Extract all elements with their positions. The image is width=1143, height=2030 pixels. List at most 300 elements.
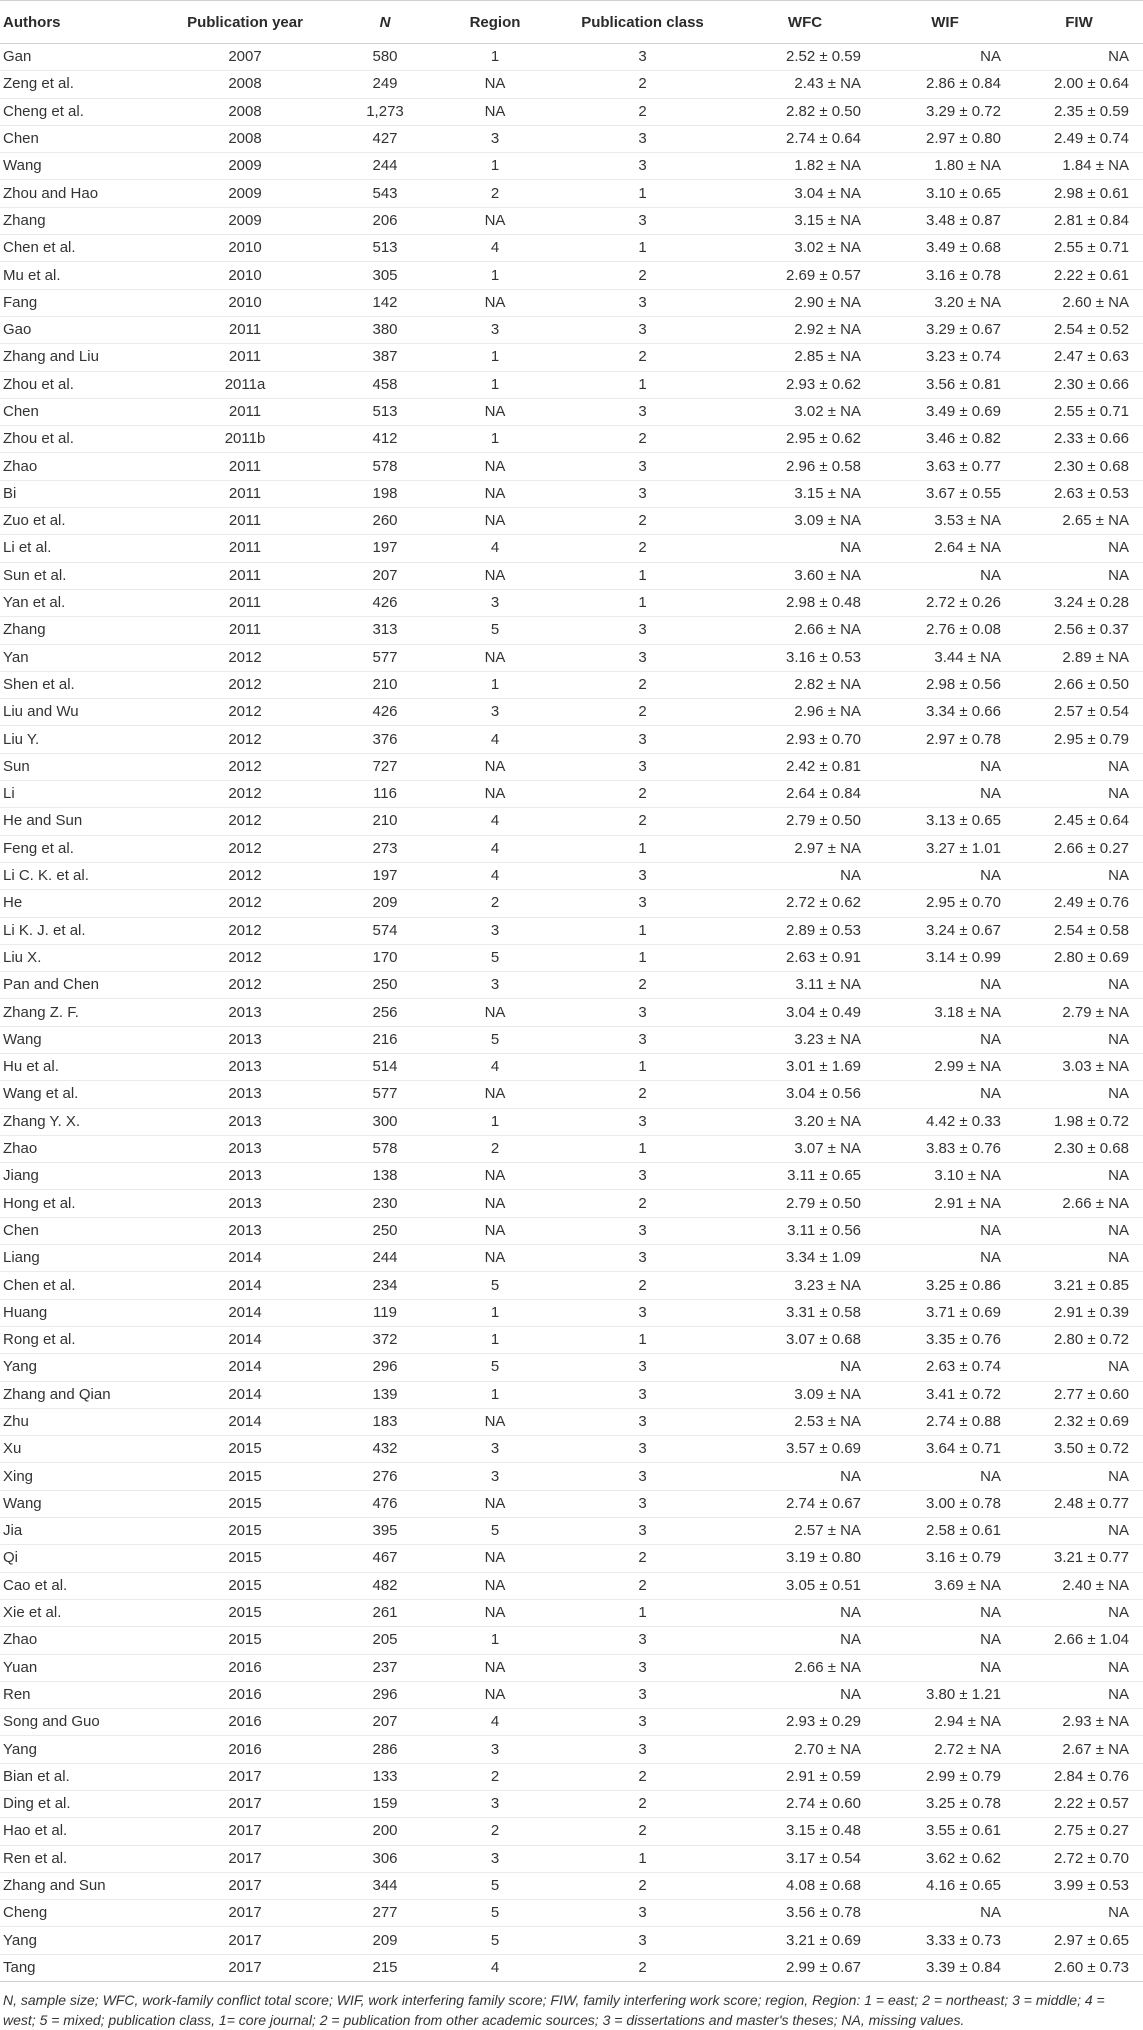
cell-authors: Yang xyxy=(0,1927,160,1954)
cell-wfc: 2.57 ± NA xyxy=(735,1518,875,1545)
cell-fiw: NA xyxy=(1015,1163,1143,1190)
cell-sample-size: 276 xyxy=(330,1463,440,1490)
cell-wfc: 3.11 ± 0.56 xyxy=(735,1217,875,1244)
cell-publication-class: 2 xyxy=(550,1572,735,1599)
cell-region: NA xyxy=(440,398,550,425)
table-row xyxy=(0,125,1143,152)
cell-year: 2016 xyxy=(160,1709,330,1736)
cell-sample-size: 387 xyxy=(330,344,440,371)
cell-authors: Chen xyxy=(0,398,160,425)
cell-region: NA xyxy=(440,98,550,125)
cell-wif: 3.39 ± 0.84 xyxy=(875,1954,1015,1981)
table-row xyxy=(0,1654,1143,1681)
header-publication-class: Publication class xyxy=(550,1,735,44)
cell-region: 3 xyxy=(440,1436,550,1463)
cell-wfc: NA xyxy=(735,535,875,562)
cell-year: 2014 xyxy=(160,1381,330,1408)
cell-region: 4 xyxy=(440,1709,550,1736)
table-row xyxy=(0,944,1143,971)
cell-region: 1 xyxy=(440,1326,550,1353)
cell-sample-size: 119 xyxy=(330,1299,440,1326)
cell-sample-size: 305 xyxy=(330,262,440,289)
cell-authors: Zhang Z. F. xyxy=(0,999,160,1026)
cell-publication-class: 2 xyxy=(550,535,735,562)
cell-wif: 2.64 ± NA xyxy=(875,535,1015,562)
cell-authors: Liu X. xyxy=(0,944,160,971)
cell-wfc: 2.79 ± 0.50 xyxy=(735,1190,875,1217)
cell-authors: Li xyxy=(0,781,160,808)
cell-sample-size: 159 xyxy=(330,1791,440,1818)
table-row xyxy=(0,235,1143,262)
cell-sample-size: 116 xyxy=(330,781,440,808)
cell-sample-size: 250 xyxy=(330,1217,440,1244)
cell-wif: 3.49 ± 0.69 xyxy=(875,398,1015,425)
cell-authors: Xing xyxy=(0,1463,160,1490)
header-publication-year: Publication year xyxy=(160,1,330,44)
cell-publication-class: 2 xyxy=(550,671,735,698)
cell-region: 5 xyxy=(440,617,550,644)
cell-region: 4 xyxy=(440,235,550,262)
table-row xyxy=(0,835,1143,862)
cell-wfc: 2.90 ± NA xyxy=(735,289,875,316)
cell-authors: Zhang and Qian xyxy=(0,1381,160,1408)
cell-fiw: NA xyxy=(1015,1081,1143,1108)
cell-authors: Zhang xyxy=(0,617,160,644)
cell-publication-class: 3 xyxy=(550,1299,735,1326)
cell-wfc: NA xyxy=(735,1354,875,1381)
cell-year: 2017 xyxy=(160,1872,330,1899)
cell-authors: Huang xyxy=(0,1299,160,1326)
cell-wif: NA xyxy=(875,1599,1015,1626)
cell-authors: He xyxy=(0,890,160,917)
cell-authors: Fang xyxy=(0,289,160,316)
cell-fiw: NA xyxy=(1015,1518,1143,1545)
cell-publication-class: 2 xyxy=(550,781,735,808)
cell-publication-class: 3 xyxy=(550,617,735,644)
cell-wif: 2.97 ± 0.78 xyxy=(875,726,1015,753)
cell-wfc: 3.11 ± 0.65 xyxy=(735,1163,875,1190)
cell-authors: Feng et al. xyxy=(0,835,160,862)
cell-authors: Chen et al. xyxy=(0,1272,160,1299)
cell-wfc: 3.07 ± 0.68 xyxy=(735,1326,875,1353)
cell-region: 4 xyxy=(440,1053,550,1080)
cell-wif: 3.67 ± 0.55 xyxy=(875,480,1015,507)
cell-region: 3 xyxy=(440,125,550,152)
cell-publication-class: 3 xyxy=(550,1354,735,1381)
cell-year: 2007 xyxy=(160,44,330,71)
cell-publication-class: 3 xyxy=(550,726,735,753)
cell-sample-size: 727 xyxy=(330,753,440,780)
cell-region: NA xyxy=(440,1408,550,1435)
cell-wfc: 2.79 ± 0.50 xyxy=(735,808,875,835)
cell-authors: Zhang Y. X. xyxy=(0,1108,160,1135)
cell-year: 2015 xyxy=(160,1599,330,1626)
table-row xyxy=(0,398,1143,425)
cell-wfc: 3.20 ± NA xyxy=(735,1108,875,1135)
cell-region: 3 xyxy=(440,972,550,999)
cell-authors: Shen et al. xyxy=(0,671,160,698)
cell-wif: 2.63 ± 0.74 xyxy=(875,1354,1015,1381)
cell-year: 2009 xyxy=(160,153,330,180)
cell-publication-class: 3 xyxy=(550,1436,735,1463)
cell-region: 4 xyxy=(440,808,550,835)
cell-publication-class: 3 xyxy=(550,1736,735,1763)
cell-wif: 3.25 ± 0.86 xyxy=(875,1272,1015,1299)
cell-authors: Wang et al. xyxy=(0,1081,160,1108)
cell-wif: 3.63 ± 0.77 xyxy=(875,453,1015,480)
cell-region: 4 xyxy=(440,862,550,889)
cell-wif: 3.18 ± NA xyxy=(875,999,1015,1026)
cell-year: 2013 xyxy=(160,999,330,1026)
cell-wif: 3.62 ± 0.62 xyxy=(875,1845,1015,1872)
cell-region: 1 xyxy=(440,1299,550,1326)
cell-wif: NA xyxy=(875,1463,1015,1490)
table-row xyxy=(0,1108,1143,1135)
cell-sample-size: 412 xyxy=(330,426,440,453)
cell-wfc: 2.98 ± 0.48 xyxy=(735,589,875,616)
cell-fiw: NA xyxy=(1015,1026,1143,1053)
cell-sample-size: 513 xyxy=(330,398,440,425)
cell-year: 2015 xyxy=(160,1490,330,1517)
cell-region: 2 xyxy=(440,890,550,917)
cell-fiw: 2.40 ± NA xyxy=(1015,1572,1143,1599)
cell-publication-class: 3 xyxy=(550,1709,735,1736)
cell-region: 5 xyxy=(440,944,550,971)
cell-authors: Hong et al. xyxy=(0,1190,160,1217)
cell-publication-class: 3 xyxy=(550,125,735,152)
cell-publication-class: 3 xyxy=(550,1681,735,1708)
cell-region: NA xyxy=(440,1081,550,1108)
cell-fiw: NA xyxy=(1015,1900,1143,1927)
cell-publication-class: 1 xyxy=(550,589,735,616)
cell-year: 2012 xyxy=(160,808,330,835)
cell-wfc: 2.42 ± 0.81 xyxy=(735,753,875,780)
cell-wfc: 3.56 ± 0.78 xyxy=(735,1900,875,1927)
cell-year: 2012 xyxy=(160,671,330,698)
table-row xyxy=(0,289,1143,316)
cell-wfc: 2.96 ± 0.58 xyxy=(735,453,875,480)
cell-wif: 3.46 ± 0.82 xyxy=(875,426,1015,453)
cell-wfc: 2.72 ± 0.62 xyxy=(735,890,875,917)
cell-authors: Liu and Wu xyxy=(0,699,160,726)
cell-year: 2016 xyxy=(160,1681,330,1708)
cell-wif: 3.41 ± 0.72 xyxy=(875,1381,1015,1408)
cell-publication-class: 3 xyxy=(550,1654,735,1681)
cell-wif: NA xyxy=(875,1900,1015,1927)
cell-fiw: 2.49 ± 0.74 xyxy=(1015,125,1143,152)
cell-year: 2011 xyxy=(160,344,330,371)
cell-wif: 3.10 ± NA xyxy=(875,1163,1015,1190)
cell-wif: 3.48 ± 0.87 xyxy=(875,207,1015,234)
cell-wfc: 3.23 ± NA xyxy=(735,1272,875,1299)
cell-year: 2011 xyxy=(160,316,330,343)
cell-year: 2015 xyxy=(160,1436,330,1463)
cell-fiw: 2.60 ± NA xyxy=(1015,289,1143,316)
cell-sample-size: 234 xyxy=(330,1272,440,1299)
cell-publication-class: 1 xyxy=(550,944,735,971)
cell-year: 2013 xyxy=(160,1135,330,1162)
cell-region: 1 xyxy=(440,344,550,371)
cell-region: 5 xyxy=(440,1518,550,1545)
cell-authors: Gan xyxy=(0,44,160,71)
cell-wif: 3.55 ± 0.61 xyxy=(875,1818,1015,1845)
cell-sample-size: 237 xyxy=(330,1654,440,1681)
cell-region: 1 xyxy=(440,153,550,180)
cell-wfc: 2.64 ± 0.84 xyxy=(735,781,875,808)
table-row xyxy=(0,1081,1143,1108)
cell-region: NA xyxy=(440,1490,550,1517)
cell-wfc: 2.74 ± 0.60 xyxy=(735,1791,875,1818)
cell-year: 2011 xyxy=(160,617,330,644)
cell-year: 2011 xyxy=(160,480,330,507)
cell-year: 2010 xyxy=(160,262,330,289)
table-row xyxy=(0,1627,1143,1654)
cell-sample-size: 277 xyxy=(330,1900,440,1927)
cell-fiw: NA xyxy=(1015,44,1143,71)
cell-authors: He and Sun xyxy=(0,808,160,835)
cell-year: 2008 xyxy=(160,125,330,152)
cell-authors: Zhao xyxy=(0,1135,160,1162)
table-row xyxy=(0,1490,1143,1517)
cell-fiw: 2.55 ± 0.71 xyxy=(1015,235,1143,262)
cell-wfc: 2.97 ± NA xyxy=(735,835,875,862)
cell-year: 2014 xyxy=(160,1272,330,1299)
cell-fiw: NA xyxy=(1015,1354,1143,1381)
cell-wif: 4.16 ± 0.65 xyxy=(875,1872,1015,1899)
cell-region: NA xyxy=(440,1217,550,1244)
cell-publication-class: 3 xyxy=(550,207,735,234)
cell-authors: Wang xyxy=(0,153,160,180)
cell-wfc: 3.09 ± NA xyxy=(735,508,875,535)
cell-sample-size: 426 xyxy=(330,589,440,616)
cell-fiw: 2.79 ± NA xyxy=(1015,999,1143,1026)
cell-wfc: 2.95 ± 0.62 xyxy=(735,426,875,453)
table-row xyxy=(0,1763,1143,1790)
cell-wif: 3.33 ± 0.73 xyxy=(875,1927,1015,1954)
cell-region: NA xyxy=(440,644,550,671)
cell-year: 2014 xyxy=(160,1354,330,1381)
cell-year: 2010 xyxy=(160,289,330,316)
cell-wfc: 3.16 ± 0.53 xyxy=(735,644,875,671)
cell-region: 1 xyxy=(440,262,550,289)
cell-fiw: NA xyxy=(1015,1654,1143,1681)
cell-year: 2011 xyxy=(160,562,330,589)
cell-fiw: NA xyxy=(1015,781,1143,808)
cell-region: 3 xyxy=(440,316,550,343)
cell-region: NA xyxy=(440,480,550,507)
cell-wfc: 2.70 ± NA xyxy=(735,1736,875,1763)
cell-fiw: 3.24 ± 0.28 xyxy=(1015,589,1143,616)
cell-sample-size: 458 xyxy=(330,371,440,398)
cell-wfc: 2.93 ± 0.62 xyxy=(735,371,875,398)
cell-year: 2017 xyxy=(160,1763,330,1790)
cell-publication-class: 2 xyxy=(550,71,735,98)
cell-wfc: 3.23 ± NA xyxy=(735,1026,875,1053)
cell-region: 1 xyxy=(440,371,550,398)
table-row xyxy=(0,1245,1143,1272)
cell-authors: Zeng et al. xyxy=(0,71,160,98)
cell-wif: NA xyxy=(875,781,1015,808)
cell-sample-size: 306 xyxy=(330,1845,440,1872)
cell-authors: Zhang and Liu xyxy=(0,344,160,371)
cell-publication-class: 3 xyxy=(550,890,735,917)
header-wfc: WFC xyxy=(735,1,875,44)
cell-fiw: 2.30 ± 0.66 xyxy=(1015,371,1143,398)
cell-wfc: 2.93 ± 0.29 xyxy=(735,1709,875,1736)
cell-sample-size: 296 xyxy=(330,1681,440,1708)
cell-authors: Liang xyxy=(0,1245,160,1272)
table-row xyxy=(0,453,1143,480)
cell-wif: 3.53 ± NA xyxy=(875,508,1015,535)
cell-fiw: 2.54 ± 0.52 xyxy=(1015,316,1143,343)
table-row xyxy=(0,644,1143,671)
cell-wfc: 2.74 ± 0.67 xyxy=(735,1490,875,1517)
cell-authors: Zhao xyxy=(0,453,160,480)
table-row xyxy=(0,1845,1143,1872)
cell-region: 5 xyxy=(440,1900,550,1927)
cell-fiw: NA xyxy=(1015,1217,1143,1244)
cell-publication-class: 2 xyxy=(550,972,735,999)
cell-region: 3 xyxy=(440,1845,550,1872)
table-row xyxy=(0,1681,1143,1708)
cell-publication-class: 2 xyxy=(550,1190,735,1217)
cell-fiw: 2.66 ± NA xyxy=(1015,1190,1143,1217)
cell-year: 2014 xyxy=(160,1326,330,1353)
table-row xyxy=(0,1709,1143,1736)
table-row xyxy=(0,1135,1143,1162)
cell-year: 2009 xyxy=(160,180,330,207)
cell-fiw: 2.22 ± 0.61 xyxy=(1015,262,1143,289)
cell-year: 2012 xyxy=(160,972,330,999)
cell-sample-size: 207 xyxy=(330,1709,440,1736)
cell-region: 3 xyxy=(440,917,550,944)
cell-publication-class: 1 xyxy=(550,1053,735,1080)
cell-wfc: 3.34 ± 1.09 xyxy=(735,1245,875,1272)
cell-wif: 3.23 ± 0.74 xyxy=(875,344,1015,371)
cell-authors: Mu et al. xyxy=(0,262,160,289)
cell-region: NA xyxy=(440,1245,550,1272)
cell-sample-size: 250 xyxy=(330,972,440,999)
cell-fiw: 3.99 ± 0.53 xyxy=(1015,1872,1143,1899)
cell-wif: 3.49 ± 0.68 xyxy=(875,235,1015,262)
cell-wfc: 4.08 ± 0.68 xyxy=(735,1872,875,1899)
cell-region: 5 xyxy=(440,1026,550,1053)
table-row xyxy=(0,781,1143,808)
cell-wfc: 2.82 ± 0.50 xyxy=(735,98,875,125)
cell-wfc: 3.21 ± 0.69 xyxy=(735,1927,875,1954)
cell-year: 2011b xyxy=(160,426,330,453)
table-row xyxy=(0,71,1143,98)
cell-year: 2012 xyxy=(160,835,330,862)
table-row xyxy=(0,726,1143,753)
cell-region: 1 xyxy=(440,44,550,71)
cell-sample-size: 286 xyxy=(330,1736,440,1763)
cell-year: 2011 xyxy=(160,508,330,535)
cell-region: 3 xyxy=(440,1463,550,1490)
cell-sample-size: 261 xyxy=(330,1599,440,1626)
cell-authors: Yan et al. xyxy=(0,589,160,616)
cell-region: NA xyxy=(440,1599,550,1626)
cell-authors: Ren xyxy=(0,1681,160,1708)
cell-authors: Zhao xyxy=(0,1627,160,1654)
cell-sample-size: 197 xyxy=(330,862,440,889)
cell-year: 2015 xyxy=(160,1463,330,1490)
cell-fiw: 2.66 ± 0.50 xyxy=(1015,671,1143,698)
cell-region: 4 xyxy=(440,535,550,562)
cell-year: 2012 xyxy=(160,890,330,917)
table-row xyxy=(0,808,1143,835)
cell-authors: Yang xyxy=(0,1354,160,1381)
cell-year: 2012 xyxy=(160,944,330,971)
cell-authors: Xu xyxy=(0,1436,160,1463)
cell-fiw: NA xyxy=(1015,562,1143,589)
cell-sample-size: 205 xyxy=(330,1627,440,1654)
cell-wif: 3.24 ± 0.67 xyxy=(875,917,1015,944)
header-sample-size: N xyxy=(330,1,440,44)
cell-wif: 3.00 ± 0.78 xyxy=(875,1490,1015,1517)
table-row xyxy=(0,1736,1143,1763)
cell-publication-class: 3 xyxy=(550,644,735,671)
cell-sample-size: 1,273 xyxy=(330,98,440,125)
cell-wfc: NA xyxy=(735,862,875,889)
cell-wif: NA xyxy=(875,1081,1015,1108)
cell-wfc: NA xyxy=(735,1599,875,1626)
cell-publication-class: 3 xyxy=(550,1408,735,1435)
cell-publication-class: 3 xyxy=(550,1245,735,1272)
cell-fiw: 2.48 ± 0.77 xyxy=(1015,1490,1143,1517)
cell-year: 2009 xyxy=(160,207,330,234)
cell-sample-size: 209 xyxy=(330,890,440,917)
cell-wif: 3.83 ± 0.76 xyxy=(875,1135,1015,1162)
cell-publication-class: 2 xyxy=(550,1545,735,1572)
cell-fiw: 2.45 ± 0.64 xyxy=(1015,808,1143,835)
cell-fiw: 2.00 ± 0.64 xyxy=(1015,71,1143,98)
table-row xyxy=(0,1217,1143,1244)
cell-authors: Bi xyxy=(0,480,160,507)
table-row xyxy=(0,999,1143,1026)
cell-year: 2013 xyxy=(160,1217,330,1244)
cell-authors: Song and Guo xyxy=(0,1709,160,1736)
cell-authors: Zhu xyxy=(0,1408,160,1435)
cell-wfc: 3.11 ± NA xyxy=(735,972,875,999)
cell-sample-size: 372 xyxy=(330,1326,440,1353)
cell-sample-size: 577 xyxy=(330,1081,440,1108)
cell-year: 2012 xyxy=(160,917,330,944)
cell-year: 2017 xyxy=(160,1954,330,1981)
cell-publication-class: 2 xyxy=(550,1272,735,1299)
cell-region: 4 xyxy=(440,1954,550,1981)
cell-sample-size: 432 xyxy=(330,1436,440,1463)
cell-wif: NA xyxy=(875,1217,1015,1244)
cell-wif: 2.98 ± 0.56 xyxy=(875,671,1015,698)
cell-year: 2017 xyxy=(160,1845,330,1872)
cell-publication-class: 1 xyxy=(550,235,735,262)
cell-sample-size: 577 xyxy=(330,644,440,671)
cell-sample-size: 209 xyxy=(330,1927,440,1954)
cell-region: 3 xyxy=(440,699,550,726)
cell-fiw: 2.65 ± NA xyxy=(1015,508,1143,535)
cell-year: 2015 xyxy=(160,1518,330,1545)
cell-authors: Xie et al. xyxy=(0,1599,160,1626)
cell-wif: 2.76 ± 0.08 xyxy=(875,617,1015,644)
cell-wif: 3.25 ± 0.78 xyxy=(875,1791,1015,1818)
cell-authors: Rong et al. xyxy=(0,1326,160,1353)
cell-publication-class: 2 xyxy=(550,1763,735,1790)
table-row xyxy=(0,98,1143,125)
cell-region: 5 xyxy=(440,1354,550,1381)
cell-wif: 2.94 ± NA xyxy=(875,1709,1015,1736)
header-region: Region xyxy=(440,1,550,44)
